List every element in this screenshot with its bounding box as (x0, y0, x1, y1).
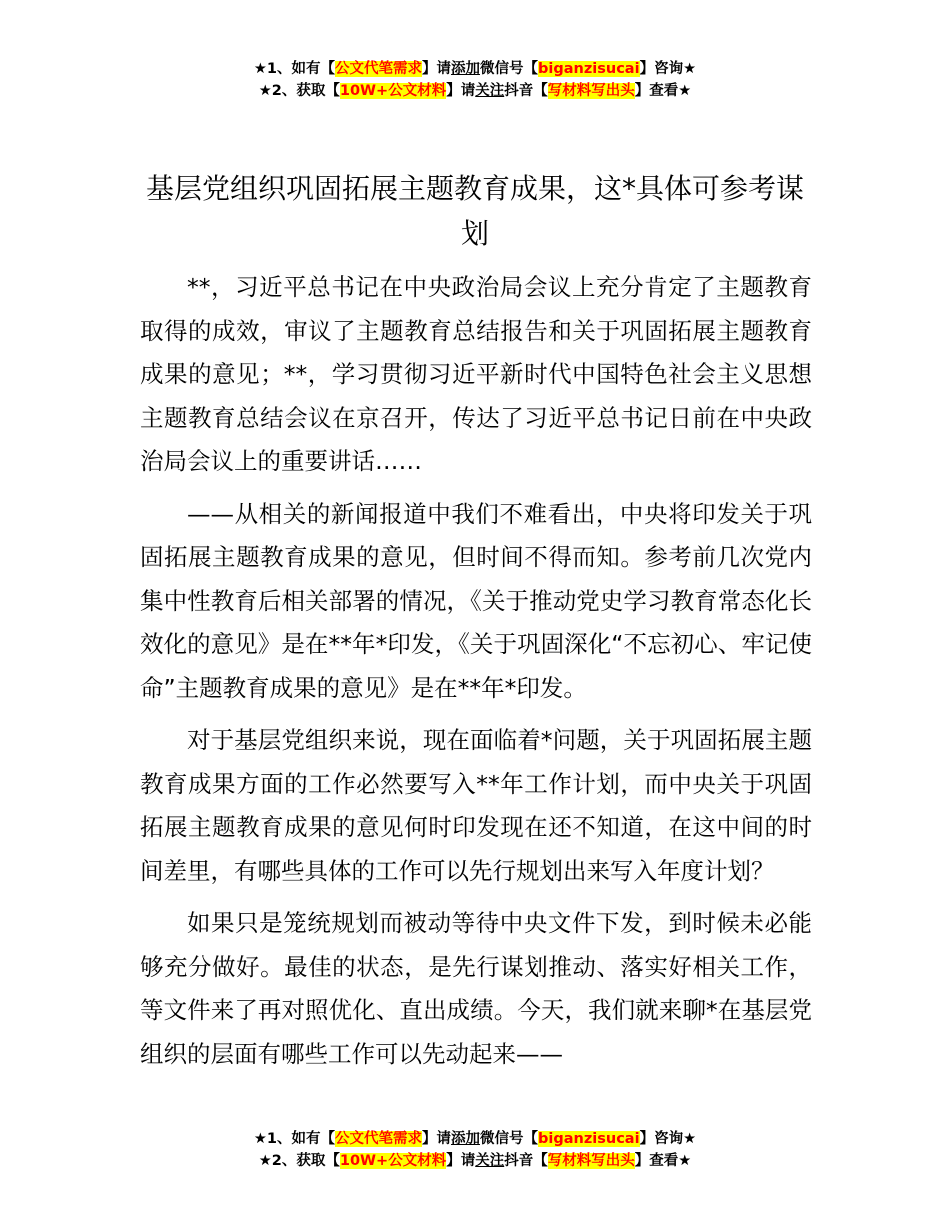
banner-highlight: 写材料写出头 (547, 83, 635, 99)
banner-highlight: biganzisucai (538, 1131, 640, 1147)
banner-text: 抖音【 (504, 83, 548, 99)
document-title: 基层党组织巩固拓展主题教育成果，这*具体可参考谋划 (145, 172, 804, 250)
banner-text: 抖音【 (504, 1153, 548, 1169)
banner-highlight: 公文代笔需求 (335, 1131, 423, 1147)
banner-text: 】请 (422, 1131, 452, 1147)
banner-highlight: 公文代笔需求 (335, 61, 423, 77)
banner-highlight: 10W+公文材料 (339, 83, 447, 99)
banner-line-1 (0, 58, 950, 80)
banner-highlight: 10W+公文材料 (339, 1153, 447, 1169)
banner-emphasis: 添加 (451, 1131, 481, 1147)
banner-text: 微信号【 (480, 61, 539, 77)
banner-text: 微信号【 (480, 1131, 539, 1147)
banner-emphasis: 关注 (475, 83, 505, 99)
banner-text: ★2、获取【 (258, 83, 340, 99)
banner-text: 】请 (422, 61, 452, 77)
banner-text: 】查看★ (634, 83, 692, 99)
footer-banner (0, 1128, 950, 1172)
paragraph: 对于基层党组织来说，现在面临着*问题，关于巩固拓展主题教育成果方面的工作必然要写入**年工作计划，而中央关于巩固拓展主题教育成果的意见何时印发现在还不知道，在这中间的时间差里，有哪些具体的工作可以先行规划出来写入年度计划？ (140, 726, 812, 885)
banner-highlight: biganzisucai (538, 61, 640, 77)
banner-emphasis: 关注 (475, 1153, 505, 1169)
paragraph: 如果只是笼统规划而被动等待中央文件下发，到时候未必能够充分做好。最佳的状态，是先行谋划推动、落实好相关工作，等文件来了再对照优化、直出成绩。今天，我们就来聊*在基层党组织的层面有哪些工作可以先动起来—— (140, 909, 812, 1068)
banner-highlight: 写材料写出头 (547, 1153, 635, 1169)
banner-text: ★1、如有【 (253, 1131, 336, 1147)
banner-text: ★1、如有【 (253, 61, 336, 77)
banner-emphasis: 添加 (451, 61, 481, 77)
paragraph: **，习近平总书记在中央政治局会议上充分肯定了主题教育取得的成效，审议了主题教育总结报告和关于巩固拓展主题教育成果的意见；**，学习贯彻习近平新时代中国特色社会主义思想主题教育总结会议在京召开，传达了习近平总书记日前在中央政治局会议上的重要讲话…… (140, 273, 812, 475)
banner-text: 】咨询★ (639, 1131, 697, 1147)
paragraph: ——从相关的新闻报道中我们不难看出，中央将印发关于巩固拓展主题教育成果的意见，但时间不得而知。参考前几次党内集中性教育后相关部署的情况，《关于推动党史学习教育常态化长效化的意见》是在**年*印发，《关于巩固深化“不忘初心、牢记使命”主题教育成果的意见》是在**年*印发。 (140, 499, 812, 702)
banner-text: 】请 (446, 83, 476, 99)
banner-text: ★2、获取【 (258, 1153, 340, 1169)
banner-line-2 (0, 80, 950, 102)
banner-line-2 (0, 1150, 950, 1172)
banner-line-1 (0, 1128, 950, 1150)
banner-text: 】咨询★ (639, 61, 697, 77)
banner-text: 】请 (446, 1153, 476, 1169)
header-banner (0, 58, 950, 102)
document-body (140, 266, 812, 1085)
banner-text: 】查看★ (634, 1153, 692, 1169)
